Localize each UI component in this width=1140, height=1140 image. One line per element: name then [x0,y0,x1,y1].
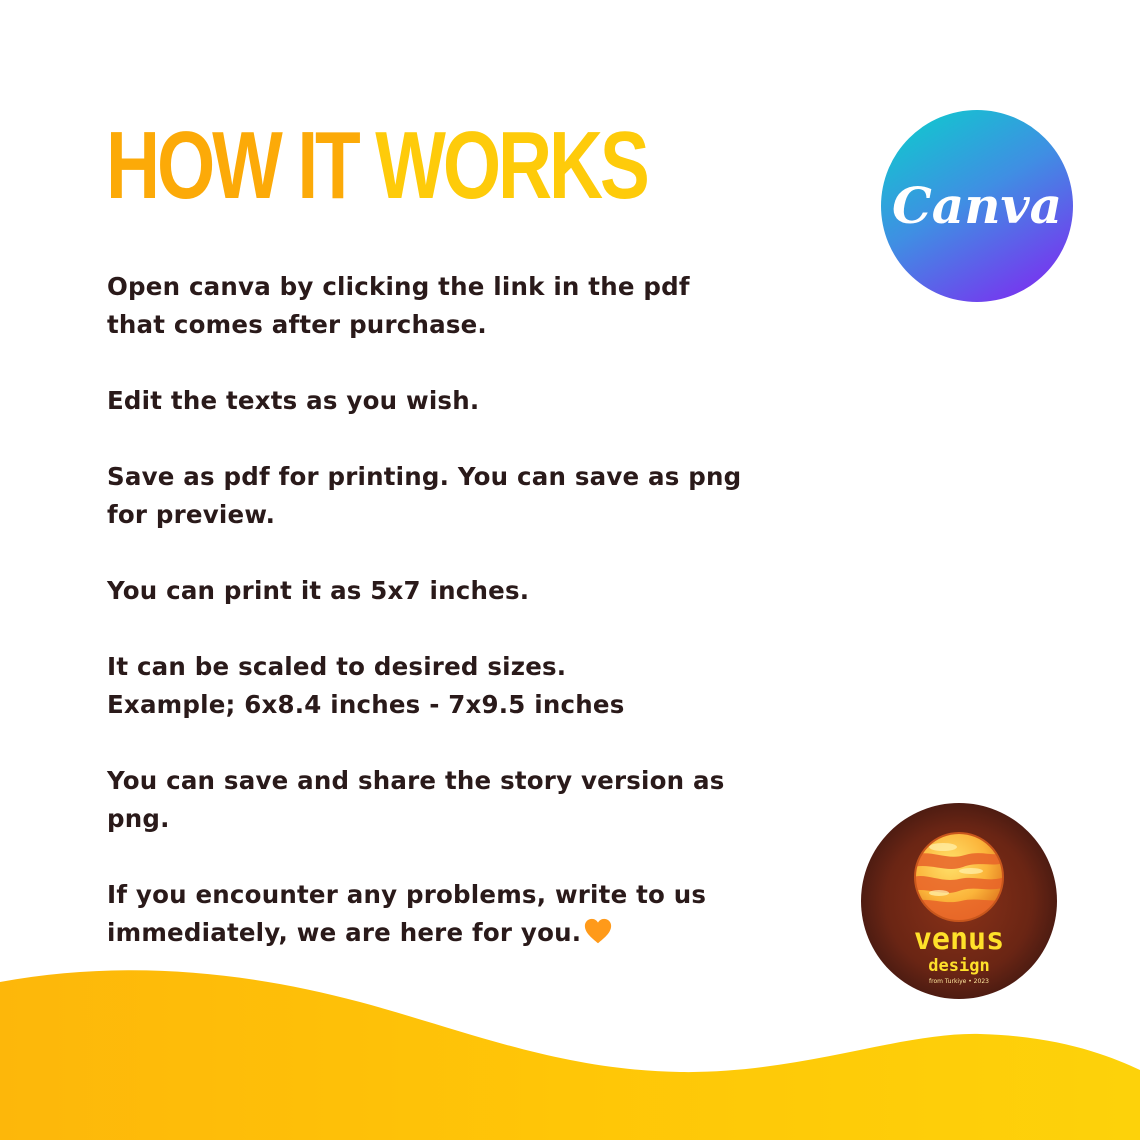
step-line: Edit the texts as you wish. [107,386,480,415]
step-line: that comes after purchase. [107,310,487,339]
step-line: If you encounter any problems, write to us [107,880,707,909]
step-line: png. [107,804,170,833]
step-item [107,648,807,724]
step-item [107,458,807,534]
step-item [107,876,807,952]
step-item [107,572,807,610]
step-line: You can print it as 5x7 inches. [107,576,530,605]
step-line: It can be scaled to desired sizes. [107,652,567,681]
venus-tagline-text: from Turkiye • 2023 [929,978,989,985]
step-line: Save as pdf for printing. You can save as png [107,462,742,491]
step-item [107,268,807,344]
step-line: You can save and share the story version as [107,766,725,795]
step-line: Example; 6x8.4 inches - 7x9.5 inches [107,690,625,719]
venus-brand-text: venus [913,922,1005,957]
step-line: Open canva by clicking the link in the pdf [107,272,690,301]
step-line: for preview. [107,500,276,529]
page-title [106,112,647,219]
step-text: immediately, we are here for you. [107,918,582,947]
orange-heart-icon [583,916,613,946]
step-item [107,762,807,838]
title-part-2: WORKS [375,112,647,219]
title-part-1: HOW IT [106,112,358,219]
canva-logo-icon [881,110,1073,302]
step-line [107,914,807,952]
canva-logo-text: Canva [892,176,1062,235]
instructions-list [107,268,807,990]
venus-design-logo [861,803,1057,999]
venus-sub-text: design [928,956,990,976]
step-item [107,382,807,420]
